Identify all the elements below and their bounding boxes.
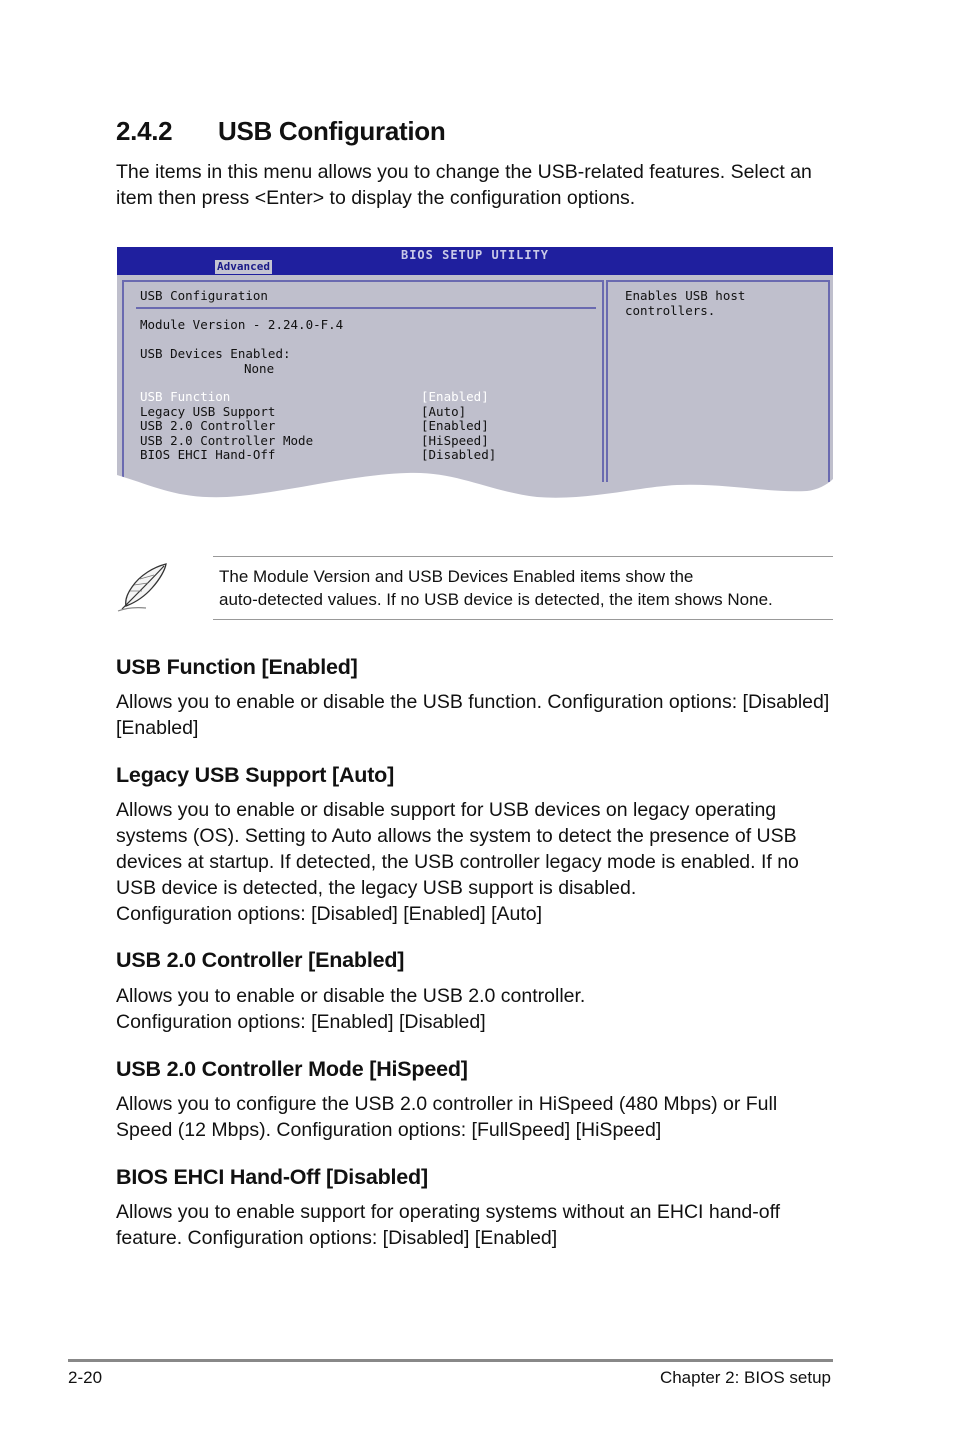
bios-item-usb2-mode[interactable]: USB 2.0 Controller Mode — [140, 432, 314, 448]
note-bottom-rule — [213, 619, 833, 620]
bios-tab-advanced[interactable]: Advanced — [217, 260, 270, 273]
desc-line: systems (OS). Setting to Auto allows the system to detect the presence of USB — [116, 825, 797, 847]
option-heading-usb2-mode: USB 2.0 Controller Mode [HiSpeed] — [116, 1057, 468, 1081]
desc-line: Allows you to enable or disable the USB 2.0 controller. — [116, 985, 586, 1007]
bios-value-usb2-controller[interactable]: [Enabled] — [421, 418, 489, 433]
bios-value-usb2-mode[interactable]: [HiSpeed] — [421, 432, 489, 448]
page-number: 2-20 — [68, 1368, 103, 1387]
note-text — [219, 565, 829, 611]
bios-value-legacy-usb[interactable]: [Auto] — [421, 403, 467, 419]
note-line: auto-detected values. If no USB device is detected, the item shows None. — [219, 590, 773, 609]
desc-line: Allows you to enable or disable the USB function. Configuration options: [Disabled] — [116, 691, 830, 713]
footer-rule — [68, 1359, 833, 1362]
desc-line: feature. Configuration options: [Disabled] [Enabled] — [116, 1227, 558, 1249]
note-line: The Module Version and USB Devices Enabled items show the — [219, 567, 694, 586]
bios-help-line: Enables USB host — [625, 288, 746, 303]
bios-module-version: Module Version - 2.24.0-F.4 — [140, 317, 344, 332]
desc-line: Speed (12 Mbps). Configuration options: [FullSpeed] [HiSpeed] — [116, 1119, 662, 1141]
desc-line: Allows you to enable or disable support for USB devices on legacy operating — [116, 799, 777, 821]
bios-devices-label: USB Devices Enabled: — [140, 346, 291, 361]
option-desc-usb-function — [116, 689, 836, 741]
desc-line: USB device is detected, the legacy USB support is disabled. — [116, 877, 637, 899]
bios-panel-title: USB Configuration — [140, 288, 268, 303]
bios-item-ehci-handoff[interactable]: BIOS EHCI Hand-Off — [140, 447, 276, 462]
bios-screenshot — [117, 247, 833, 500]
feather-pen-icon — [114, 561, 170, 613]
bios-value-ehci-handoff[interactable]: [Disabled] — [421, 447, 497, 462]
bios-utility-title: BIOS SETUP UTILITY — [400, 248, 550, 262]
intro-line: The items in this menu allows you to change the USB-related features. Select an — [116, 161, 812, 183]
desc-line: [Enabled] — [116, 717, 199, 739]
option-desc-usb2-controller — [116, 983, 836, 1035]
option-desc-ehci-handoff — [116, 1199, 836, 1251]
bios-help-line: controllers. — [625, 302, 716, 318]
note-top-rule — [213, 556, 833, 557]
desc-line: Allows you to enable support for operating systems without an EHCI hand-off — [116, 1201, 781, 1223]
desc-line: Allows you to configure the USB 2.0 controller in HiSpeed (480 Mbps) or Full — [116, 1093, 778, 1115]
bios-item-legacy-usb[interactable]: Legacy USB Support — [140, 403, 276, 419]
chapter-label: Chapter 2: BIOS setup — [659, 1368, 831, 1387]
desc-line: Configuration options: [Disabled] [Enabled] [Auto] — [116, 903, 543, 925]
bios-item-usb-function[interactable]: USB Function — [140, 389, 231, 404]
section-heading — [116, 116, 445, 147]
option-desc-legacy-usb — [116, 797, 836, 927]
option-heading-ehci-handoff: BIOS EHCI Hand-Off [Disabled] — [116, 1165, 428, 1189]
bios-value-usb-function[interactable]: [Enabled] — [421, 389, 489, 404]
torn-edge-decoration — [117, 247, 833, 500]
section-title: USB Configuration — [218, 116, 446, 146]
intro-line: item then press <Enter> to display the configuration options. — [116, 187, 636, 209]
bios-item-usb2-controller[interactable]: USB 2.0 Controller — [140, 418, 276, 433]
option-desc-usb2-mode — [116, 1091, 836, 1143]
option-heading-legacy-usb: Legacy USB Support [Auto] — [116, 763, 395, 787]
option-heading-usb2-controller: USB 2.0 Controller [Enabled] — [116, 948, 405, 972]
section-intro — [116, 159, 836, 211]
bios-devices-value: None — [244, 360, 275, 376]
desc-line: Configuration options: [Enabled] [Disabled] — [116, 1011, 486, 1033]
desc-line: devices at startup. If detected, the USB controller legacy mode is enabled. If no — [116, 851, 799, 873]
section-number: 2.4.2 — [116, 116, 173, 146]
option-heading-usb-function: USB Function [Enabled] — [116, 655, 358, 679]
